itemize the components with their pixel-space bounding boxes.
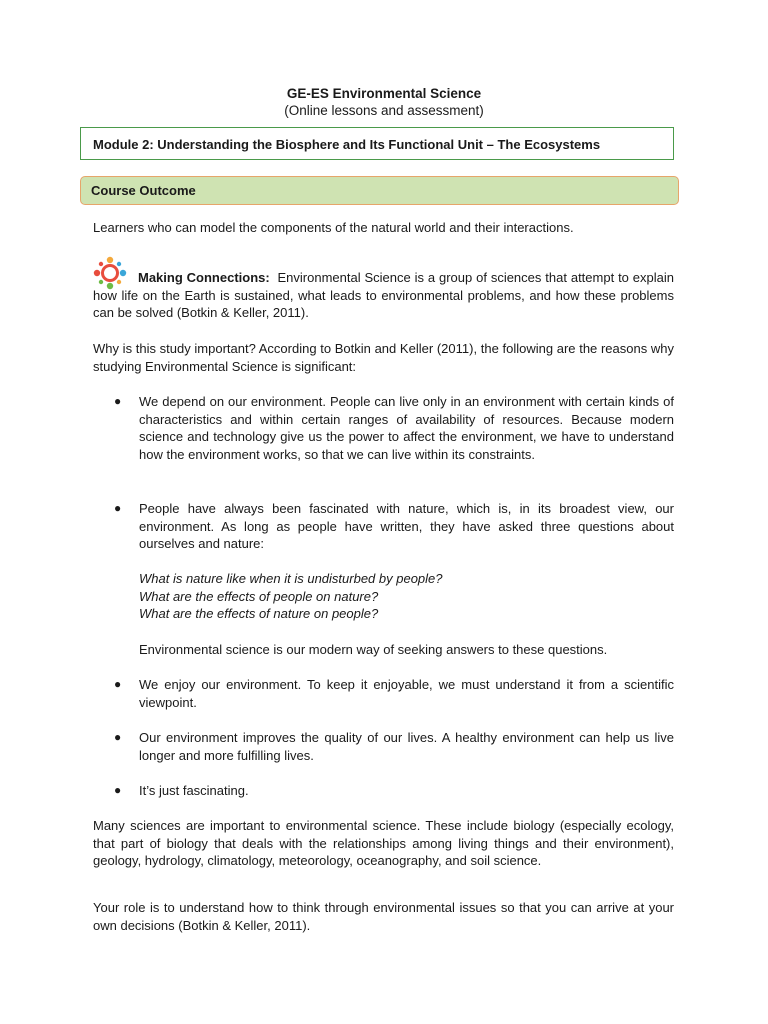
course-outcome-text: Learners who can model the components of the natural world and their interactions. (93, 220, 574, 235)
bullet-1: We depend on our environment. People can live only in an environment with certain kinds of characteristics and within certain ranges of availability of resources. Because modern science and technology give us the power to affect the environment, we have to understand how the environment works, so that we can live within its constraints. (139, 394, 674, 462)
making-connections-text: Environmental Science is a group of sciences that attempt to explain how life on the Earth is sustained, what leads to environmental problems, and how these problems can be solved (Botkin & Keller, 2011). (93, 270, 674, 321)
module-title: Module 2: Understanding the Biosphere and Its Functional Unit – The Ecosystems (93, 137, 601, 152)
bullet-5: It’s just fascinating. (139, 783, 249, 798)
making-connections-label: Making Connections: (138, 270, 270, 285)
module-title-box (80, 127, 674, 160)
making-connections-paragraph (93, 269, 674, 322)
document-subtitle: (Online lessons and assessment) (284, 103, 484, 118)
many-sciences-paragraph: Many sciences are important to environmental science. These include biology (especially ecology, that part of biology that deals with the relationships among living things and their environment), geology, hydrology, climatology, meteorology, oceanography, and soil science. (93, 818, 674, 869)
your-role-paragraph: Your role is to understand how to think through environmental issues so that you can arrive at your own decisions (Botkin & Keller, 2011). (93, 900, 674, 933)
bullet-4: Our environment improves the quality of our lives. A healthy environment can help us live longer and more fulfilling lives. (139, 730, 674, 763)
bullet-3: We enjoy our environment. To keep it enjoyable, we must understand it from a scientific viewpoint. (139, 677, 674, 710)
bullet-dot: ● (114, 394, 122, 408)
bullet-dot: ● (114, 783, 122, 797)
why-paragraph: Why is this study important? According to Botkin and Keller (2011), the following are the reasons why studying Environmental Science is significant: (93, 341, 674, 374)
bullet-2: People have always been fascinated with nature, which is, in its broadest view, our environment. As long as people have written, they have asked three questions about ourselves and nature: (139, 501, 674, 552)
bullet-dot: ● (114, 730, 122, 744)
question-2: What are the effects of people on nature? (139, 589, 379, 604)
course-outcome-heading: Course Outcome (91, 183, 196, 198)
question-3: What are the effects of nature on people? (139, 606, 379, 621)
course-outcome-banner (80, 176, 679, 205)
bullet-2-followup: Environmental science is our modern way of seeking answers to these questions. (139, 642, 608, 657)
document-title: GE-ES Environmental Science (286, 86, 482, 101)
question-1: What is nature like when it is undisturbed by people? (139, 571, 443, 586)
bullet-dot: ● (114, 501, 122, 515)
bullet-dot: ● (114, 677, 122, 691)
